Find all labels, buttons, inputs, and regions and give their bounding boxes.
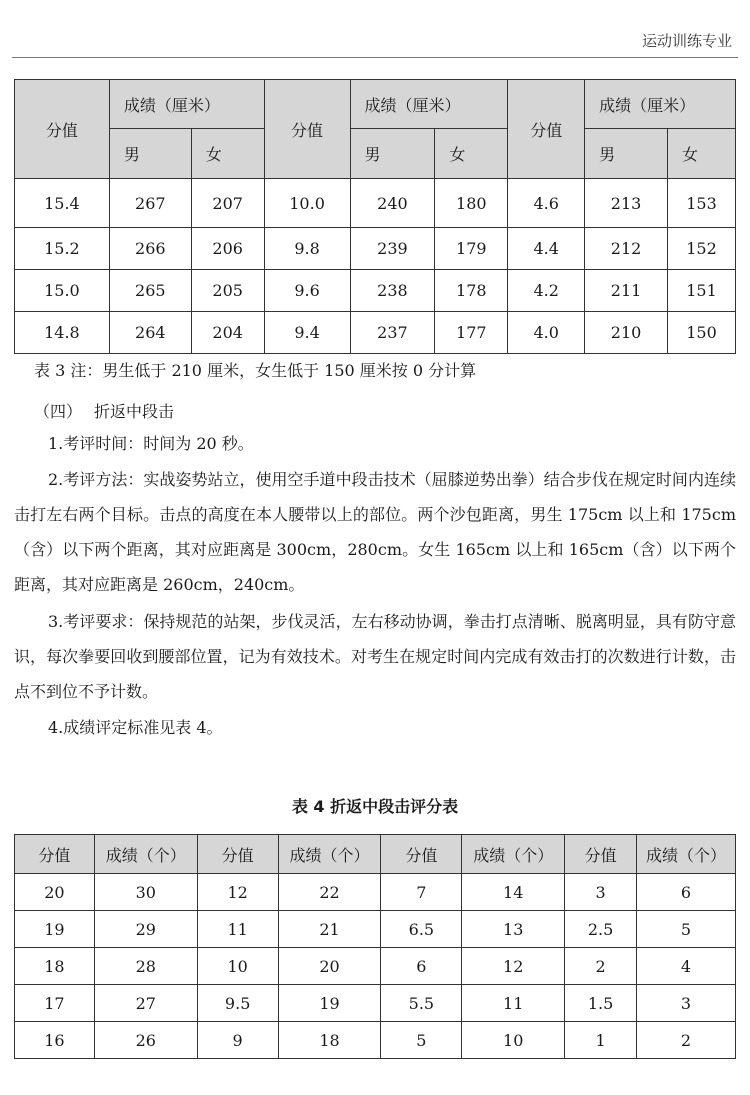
table-row: [15, 179, 736, 228]
table-3-note: 表 3 注：男生低于 210 厘米，女生低于 150 厘米按 0 分计算: [34, 361, 477, 380]
table-cell: 12: [197, 874, 278, 911]
table-cell: 204: [191, 312, 264, 354]
table-cell: 178: [435, 270, 508, 312]
table-cell: 5: [637, 911, 736, 948]
table-cell: 3: [565, 874, 637, 911]
table-cell: 20: [278, 948, 381, 985]
header-result: 成绩（个）: [637, 835, 736, 874]
header-result: 成绩（个）: [462, 835, 565, 874]
table-cell: 4.4: [508, 228, 585, 270]
table-cell: 22: [278, 874, 381, 911]
section-number: （四）: [34, 402, 83, 421]
table-cell: 2: [637, 1022, 736, 1059]
table-cell: 11: [197, 911, 278, 948]
table-cell: 14.8: [15, 312, 110, 354]
table-cell: 17: [15, 985, 95, 1022]
header-score: 分值: [15, 80, 110, 179]
table-cell: 207: [191, 179, 264, 228]
table-row: [15, 312, 736, 354]
table-cell: 206: [191, 228, 264, 270]
table-cell: 9.6: [264, 270, 350, 312]
section-heading: [34, 399, 174, 422]
table-cell: 4.0: [508, 312, 585, 354]
table-cell: 2.5: [565, 911, 637, 948]
table-cell: 11: [462, 985, 565, 1022]
header-female: 女: [435, 129, 508, 179]
table-4-title: 表 4 折返中段击评分表: [291, 797, 459, 816]
table-cell: 18: [15, 948, 95, 985]
table-cell: 9.8: [264, 228, 350, 270]
table-cell: 211: [585, 270, 668, 312]
section-title: 折返中段击: [94, 402, 175, 421]
header-result: 成绩（厘米）: [109, 80, 264, 129]
table-cell: 6: [637, 874, 736, 911]
table-cell: 152: [668, 228, 736, 270]
table-cell: 4: [637, 948, 736, 985]
table-cell: 264: [109, 312, 191, 354]
table-cell: 150: [668, 312, 736, 354]
header-male: 男: [350, 129, 435, 179]
table-cell: 213: [585, 179, 668, 228]
table-cell: 4.6: [508, 179, 585, 228]
table-cell: 180: [435, 179, 508, 228]
table-cell: 12: [462, 948, 565, 985]
table-cell: 29: [94, 911, 197, 948]
table-cell: 9.4: [264, 312, 350, 354]
table-cell: 205: [191, 270, 264, 312]
table-cell: 20: [15, 874, 95, 911]
table-cell: 10.0: [264, 179, 350, 228]
table-row: [15, 948, 736, 985]
header-score: 分值: [15, 835, 95, 874]
paragraph-exam-time: 1.考评时间：时间为 20 秒。: [48, 434, 254, 453]
header-score: 分值: [508, 80, 585, 179]
table-cell: 212: [585, 228, 668, 270]
header-score: 分值: [381, 835, 462, 874]
header-male: 男: [585, 129, 668, 179]
header-female: 女: [191, 129, 264, 179]
paragraph-grading-standard: 4.成绩评定标准见表 4。: [48, 718, 223, 737]
table-cell: 21: [278, 911, 381, 948]
table-cell: 15.0: [15, 270, 110, 312]
table-cell: 15.4: [15, 179, 110, 228]
page-header: 运动训练专业: [641, 32, 732, 50]
table-cell: 30: [94, 874, 197, 911]
table-cell: 6.5: [381, 911, 462, 948]
table-cell: 151: [668, 270, 736, 312]
table-cell: 210: [585, 312, 668, 354]
table-cell: 9.5: [197, 985, 278, 1022]
header-result: 成绩（个）: [94, 835, 197, 874]
table-cell: 266: [109, 228, 191, 270]
table-cell: 177: [435, 312, 508, 354]
table-row: [15, 228, 736, 270]
table-cell: 153: [668, 179, 736, 228]
header-male: 男: [109, 129, 191, 179]
table-cell: 9: [197, 1022, 278, 1059]
table-cell: 239: [350, 228, 435, 270]
table-cell: 1: [565, 1022, 637, 1059]
table-cell: 267: [109, 179, 191, 228]
table-cell: 2: [565, 948, 637, 985]
table-row: [15, 874, 736, 911]
header-score: 分值: [197, 835, 278, 874]
table-cell: 19: [15, 911, 95, 948]
table-cell: 4.2: [508, 270, 585, 312]
table-row: [15, 1022, 736, 1059]
table-cell: 7: [381, 874, 462, 911]
table-cell: 238: [350, 270, 435, 312]
table-cell: 13: [462, 911, 565, 948]
header-result: 成绩（个）: [278, 835, 381, 874]
header-female: 女: [668, 129, 736, 179]
paragraph-exam-method: 2.考评方法：实战姿势站立，使用空手道中段击技术（屈膝逆势出拳）结合步伐在规定时间内连续击打左右两个目标。击点的高度在本人腰带以上的部位。两个沙包距离，男生 175cm 以上和 175cm（含）以下两个距离，其对应距离是 300cm，280cm。女生 165cm 以上和 165cm（含）以下两个距离，其对应距离是 260cm，240cm。: [14, 470, 736, 594]
header-score: 分值: [565, 835, 637, 874]
table-cell: 179: [435, 228, 508, 270]
table-cell: 18: [278, 1022, 381, 1059]
table-cell: 240: [350, 179, 435, 228]
table-cell: 10: [197, 948, 278, 985]
table-cell: 19: [278, 985, 381, 1022]
table-row: [15, 911, 736, 948]
header-score: 分值: [264, 80, 350, 179]
header-result: 成绩（厘米）: [350, 80, 508, 129]
table-cell: 1.5: [565, 985, 637, 1022]
table-row: [15, 985, 736, 1022]
table-cell: 14: [462, 874, 565, 911]
table-3-score-table: [14, 79, 736, 354]
table-cell: 3: [637, 985, 736, 1022]
table-cell: 6: [381, 948, 462, 985]
table-cell: 15.2: [15, 228, 110, 270]
table-row: [15, 270, 736, 312]
table-cell: 237: [350, 312, 435, 354]
table-cell: 28: [94, 948, 197, 985]
table-cell: 265: [109, 270, 191, 312]
table-cell: 5: [381, 1022, 462, 1059]
paragraph-exam-requirements: 3.考评要求：保持规范的站架，步伐灵活，左右移动协调，拳击打点清晰、脱离明显，具有防守意识，每次拳要回收到腰部位置，记为有效技术。对考生在规定时间内完成有效击打的次数进行计数，击点不到位不予计数。: [14, 612, 736, 701]
table-cell: 16: [15, 1022, 95, 1059]
header-result: 成绩（厘米）: [585, 80, 736, 129]
table-cell: 5.5: [381, 985, 462, 1022]
table-cell: 10: [462, 1022, 565, 1059]
table-cell: 27: [94, 985, 197, 1022]
table-4-score-table: [14, 834, 736, 1059]
header-rule: [12, 57, 738, 58]
table-cell: 26: [94, 1022, 197, 1059]
